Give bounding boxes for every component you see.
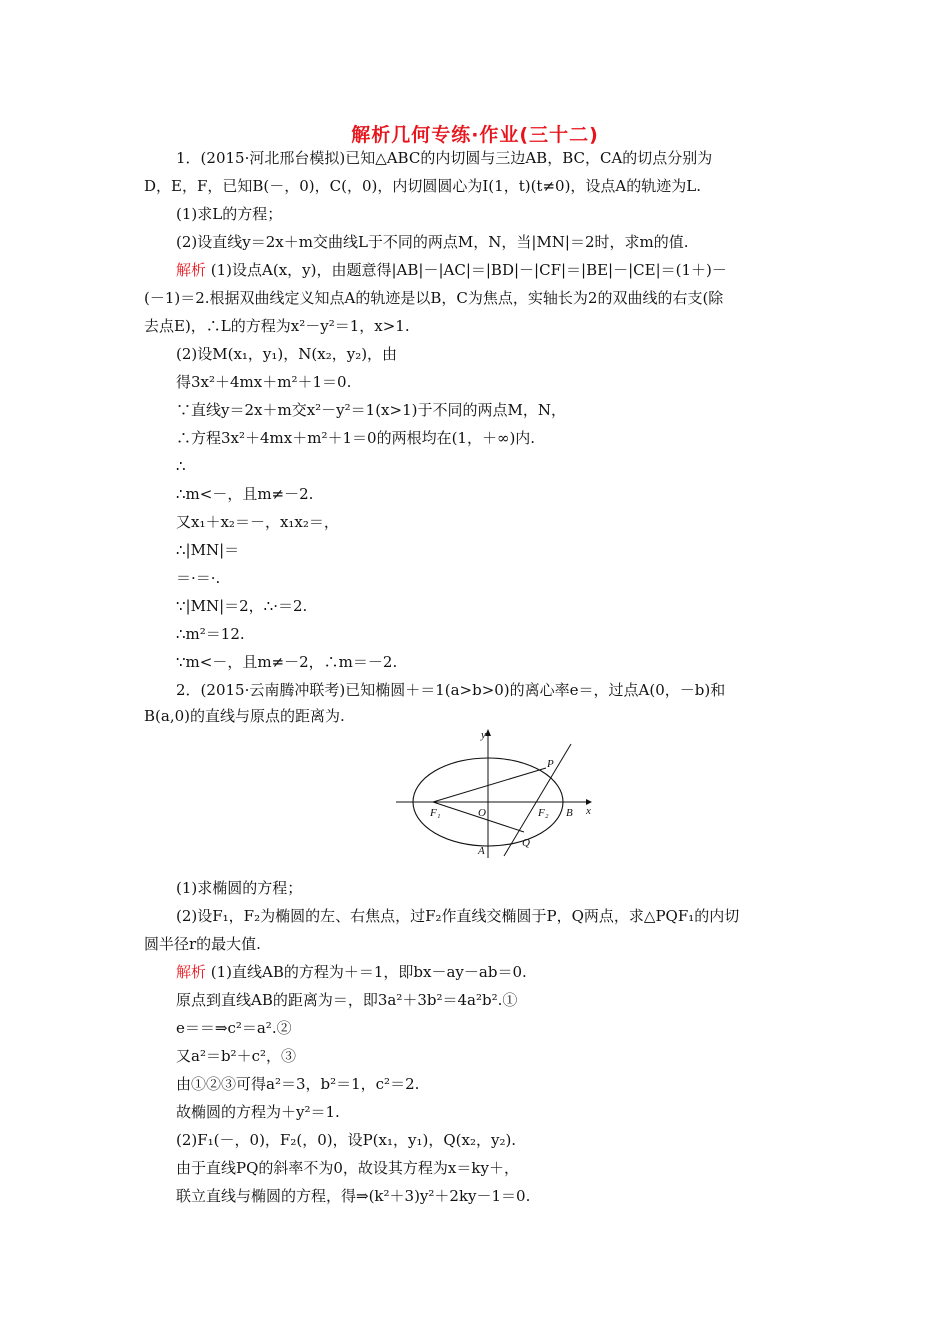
- ellipse-figure: [396, 726, 596, 860]
- label-f1: F₁: [430, 807, 441, 819]
- label-f2: F₂: [538, 807, 549, 819]
- label-b: B: [566, 807, 573, 819]
- q1-step: ∴m<－，且m≠－2.: [176, 485, 314, 503]
- label-q: Q: [522, 837, 530, 849]
- q2-solution-line1: [176, 962, 527, 982]
- label-x: x: [586, 805, 591, 817]
- q2-solution-text: (1)直线AB的方程为＋＝1，即bx－ay－ab＝0.: [206, 963, 527, 981]
- segment-f1p: [433, 768, 546, 802]
- q2-step: 故椭圆的方程为＋y²＝1.: [176, 1103, 340, 1121]
- q1-step: ∵m<－，且m≠－2，∴m＝－2.: [176, 653, 398, 671]
- label-o: O: [478, 807, 486, 819]
- q1-step: 又x₁＋x₂＝－，x₁x₂＝，: [176, 513, 339, 531]
- q2-part1: (1)求椭圆的方程；: [176, 879, 303, 897]
- q2-step: e＝＝⇒c²＝a².②: [176, 1019, 292, 1037]
- q2-step: 原点到直线AB的距离为＝，即3a²＋3b²＝4a²b².①: [176, 991, 518, 1009]
- q2-step: 又a²＝b²＋c²，③: [176, 1047, 296, 1065]
- q2-stem-line2: B(a,0)的直线与原点的距离为.: [144, 707, 345, 725]
- q1-solution-line3: 去点E)，∴L的方程为x²－y²＝1，x>1.: [144, 317, 410, 335]
- q1-step: ∴m²＝12.: [176, 625, 245, 643]
- q1-part2: (2)设直线y＝2x＋m交曲线L于不同的两点M，N，当|MN|＝2时，求m的值.: [176, 233, 689, 251]
- q2-part2-line1: (2)设F₁，F₂为椭圆的左、右焦点，过F₂作直线交椭圆于P，Q两点，求△PQF₁的内切: [176, 907, 740, 925]
- q1-solution-line1: [176, 260, 727, 280]
- q2-step: (2)F₁(－，0)，F₂(，0)，设P(x₁，y₁)，Q(x₂，y₂).: [176, 1131, 517, 1149]
- q1-step: ∵|MN|＝2，∴·＝2.: [176, 597, 308, 615]
- q2-step: 联立直线与椭圆的方程，得⇒(k²＋3)y²＋2ky－1＝0.: [176, 1187, 531, 1205]
- q1-step: ∴: [176, 457, 186, 475]
- q2-step: 由①②③可得a²＝3，b²＝1，c²＝2.: [176, 1075, 420, 1093]
- q1-step: ∴方程3x²＋4mx＋m²＋1＝0的两根均在(1，＋∞)内.: [176, 429, 536, 447]
- q1-step: 得3x²＋4mx＋m²＋1＝0.: [176, 373, 352, 391]
- q1-step: ∴|MN|＝: [176, 541, 240, 559]
- q1-solution-line2: (－1)＝2.根据双曲线定义知点A的轨迹是以B，C为焦点，实轴长为2的双曲线的右支(除: [144, 289, 724, 307]
- q1-step: (2)设M(x₁，y₁)，N(x₂，y₂)，由: [176, 345, 398, 363]
- q2-part2-line2: 圆半径r的最大值.: [144, 935, 261, 953]
- label-y: y: [481, 729, 486, 741]
- q2-step: 由于直线PQ的斜率不为0，故设其方程为x＝ky＋，: [176, 1159, 519, 1177]
- q1-solution-text: (1)设点A(x，y)，由题意得|AB|－|AC|＝|BD|－|CF|＝|BE|－|CE|＝(1＋)－: [206, 261, 727, 279]
- q2-stem-line1: 2．(2015·云南腾冲联考)已知椭圆＋＝1(a>b>0)的离心率e＝，过点A(0，－b)和: [176, 681, 726, 699]
- q1-step: ＝·＝·.: [176, 569, 221, 587]
- label-p: P: [547, 758, 554, 770]
- solution-tag: 解析: [176, 963, 207, 981]
- solution-tag: 解析: [176, 261, 207, 279]
- q1-part1: (1)求L的方程；: [176, 205, 283, 223]
- y-axis-arrow: [485, 729, 491, 736]
- q1-stem-line2: D，E，F，已知B(－，0)，C(，0)，内切圆圆心为I(1，t)(t≠0)，设点A的轨迹为L.: [144, 177, 701, 195]
- q1-stem-line1: 1．(2015·河北邢台模拟)已知△ABC的内切圆与三边AB，BC，CA的切点分别为: [176, 149, 713, 167]
- q1-step: ∵直线y＝2x＋m交x²－y²＝1(x>1)于不同的两点M，N，: [176, 401, 566, 419]
- page-title: 解析几何专练·作业(三十二): [351, 124, 599, 146]
- label-a: A: [478, 845, 485, 857]
